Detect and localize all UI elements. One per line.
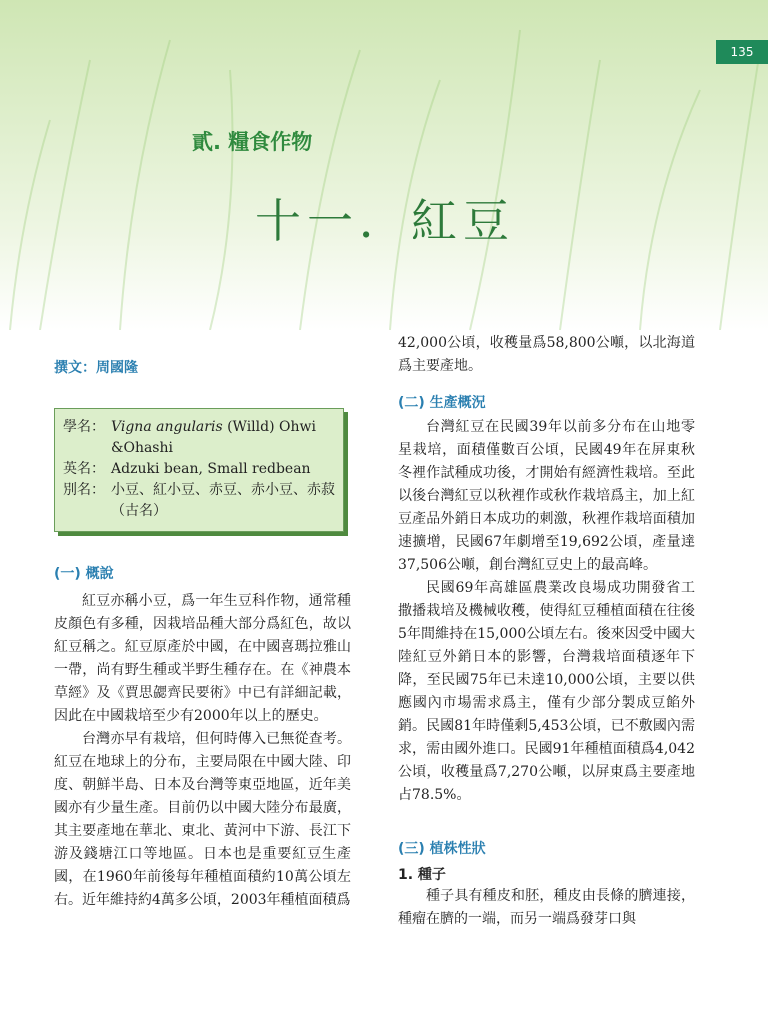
alias-name-label: 別名： — [63, 482, 105, 498]
scientific-name-authority: (Willd) Ohwi &Ohashi — [111, 419, 316, 456]
english-name-label: 英名： — [63, 461, 105, 477]
author-credit: 撰文：周國隆 — [54, 360, 138, 376]
production-paragraph-1: 台灣紅豆在民國39年以前多分布在山地零星栽培，面積僅數百公頃，民國49年在屏東秋冬裡作試種成功後，才開始有經濟性栽培。至此以後台灣紅豆以秋裡作或秋作栽培爲主，加上紅豆產品外銷日本成功的刺激，秋裡作栽培面積加速擴增，民國67年劇增至19,692公頃，產量達37,506公噸，創台灣紅豆史上的最高峰。 — [398, 419, 695, 573]
left-column-text — [54, 590, 351, 912]
seed-paragraph: 種子具有種皮和胚，種皮由長條的臍連接，種瘤在臍的一端，而另一端爲發芽口與 — [398, 888, 695, 927]
section-title: 貳. 糧食作物 — [192, 130, 313, 154]
right-intro-paragraph: 42,000公頃，收穫量爲58,800公噸，以北海道爲主要產地。 — [398, 335, 695, 374]
production-heading: (二) 生產概況 — [398, 395, 486, 411]
seed-text — [398, 885, 695, 931]
taxonomy-infobox — [54, 408, 344, 532]
grass-pattern-decoration — [0, 0, 768, 330]
scientific-name-row — [63, 417, 343, 459]
traits-heading: (三) 植株性狀 — [398, 841, 486, 857]
seed-heading: 1. 種子 — [398, 867, 446, 883]
overview-paragraph-2: 台灣亦早有栽培，但何時傳入已無從查考。紅豆在地球上的分布，主要局限在中國大陸、印度、朝鮮半島、日本及台灣等東亞地區，近年美國亦有少量生產。目前仍以中國大陸分布最廣，其主要產地在華北、東北、黃河中下游、長江下游及錢塘江口等地區。日本也是重要紅豆生產國，在1960年前後每年種植面積約10萬公頃左右。近年維持約4萬多公頃，2003年種植面積爲 — [54, 731, 351, 908]
overview-heading: (一) 概說 — [54, 566, 114, 582]
chapter-title: 十一．紅豆 — [255, 194, 515, 248]
scientific-name-value — [111, 417, 343, 459]
english-name-value: Adzuki bean, Small redbean — [111, 461, 311, 477]
scientific-name-italic: Vigna angularis — [111, 419, 223, 435]
alias-name-value: 小豆、紅小豆、赤豆、赤小豆、赤菽（古名） — [111, 482, 335, 519]
right-intro-text — [398, 332, 695, 378]
overview-paragraph-1: 紅豆亦稱小豆，爲一年生豆科作物，通常種皮顏色有多種，因栽培品種大部分爲紅色，故以紅豆稱之。紅豆原產於中國，在中國喜瑪拉雅山一帶，尚有野生種或半野生種存在。在《神農本草經》及《賈思勰齊民要術》中已有詳細記載，因此在中國栽培至少有2000年以上的歷史。 — [54, 593, 351, 724]
alias-name-row — [63, 480, 343, 522]
english-name-row — [63, 459, 343, 480]
production-text — [398, 416, 695, 807]
production-paragraph-2: 民國69年高雄區農業改良場成功開發省工撒播栽培及機械收穫，使得紅豆種植面積在往後5年間維持在15,000公頃左右。後來因受中國大陸紅豆外銷日本的影響，台灣栽培面積逐年下降，至民國75年已未達10,000公頃，主要以供應國內市場需求爲主，僅有少部分製成豆餡外銷。民國81年時僅剩5,453公頃，已不敷國內需求，需由國外進口。民國91年種植面積爲4,042公頃，收穫量爲7,270公噸，以屏東爲主要產地占78.5%。 — [398, 580, 695, 803]
scientific-name-label: 學名： — [63, 419, 105, 435]
page-number: 135 — [716, 40, 768, 64]
